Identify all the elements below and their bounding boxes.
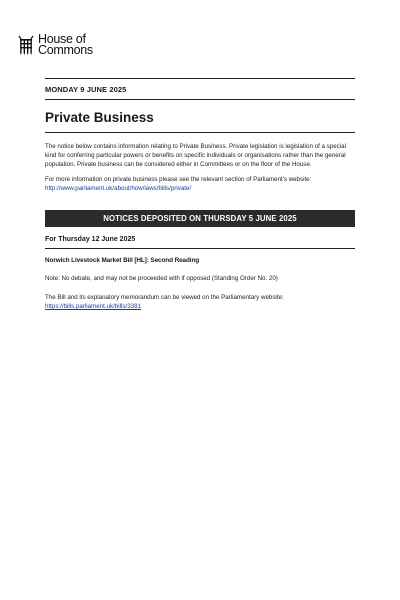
bill-link[interactable]: https://bills.parliament.uk/bills/3381	[45, 303, 141, 311]
for-date-heading: For Thursday 12 June 2025	[45, 236, 136, 244]
logo-line-2: Commons	[38, 43, 93, 57]
sitting-date: MONDAY 9 JUNE 2025	[45, 85, 127, 94]
for-date-divider	[45, 248, 355, 249]
logo-wordmark	[38, 34, 93, 56]
house-of-commons-logo	[17, 34, 93, 56]
bill-info-paragraph	[45, 293, 355, 311]
logo-line-1: House of	[38, 32, 86, 46]
bill-note: Note: No debate, and may not be proceeded with if opposed (Standing Order No. 20)	[45, 275, 278, 283]
intro-paragraph: The notice below contains information relating to Private Business. Private legislation is legislation of a special kind for conferring particular powers or benefits on specific individuals or organisations rather than the general population. Private business can be considered either in Committees or on the floor of the House.	[45, 143, 346, 169]
page-title: Private Business	[45, 110, 154, 125]
bill-info-text: The Bill and its explanatory memorandum can be viewed on the Parliamentary website:	[45, 294, 284, 302]
notices-section-header: NOTICES DEPOSITED ON THURSDAY 5 JUNE 2025	[45, 210, 355, 227]
more-info-paragraph	[45, 175, 355, 193]
more-info-text: For more information on private business please see the relevant section of Parliament's website:	[45, 175, 312, 183]
main-content	[45, 78, 355, 311]
private-business-link[interactable]: http://www.parliament.uk/about/how/laws/bills/private/	[45, 184, 192, 192]
bill-title: Norwich Livestock Market Bill [HL]: Second Reading	[45, 257, 200, 265]
portcullis-icon	[17, 35, 35, 55]
title-divider	[45, 132, 355, 133]
